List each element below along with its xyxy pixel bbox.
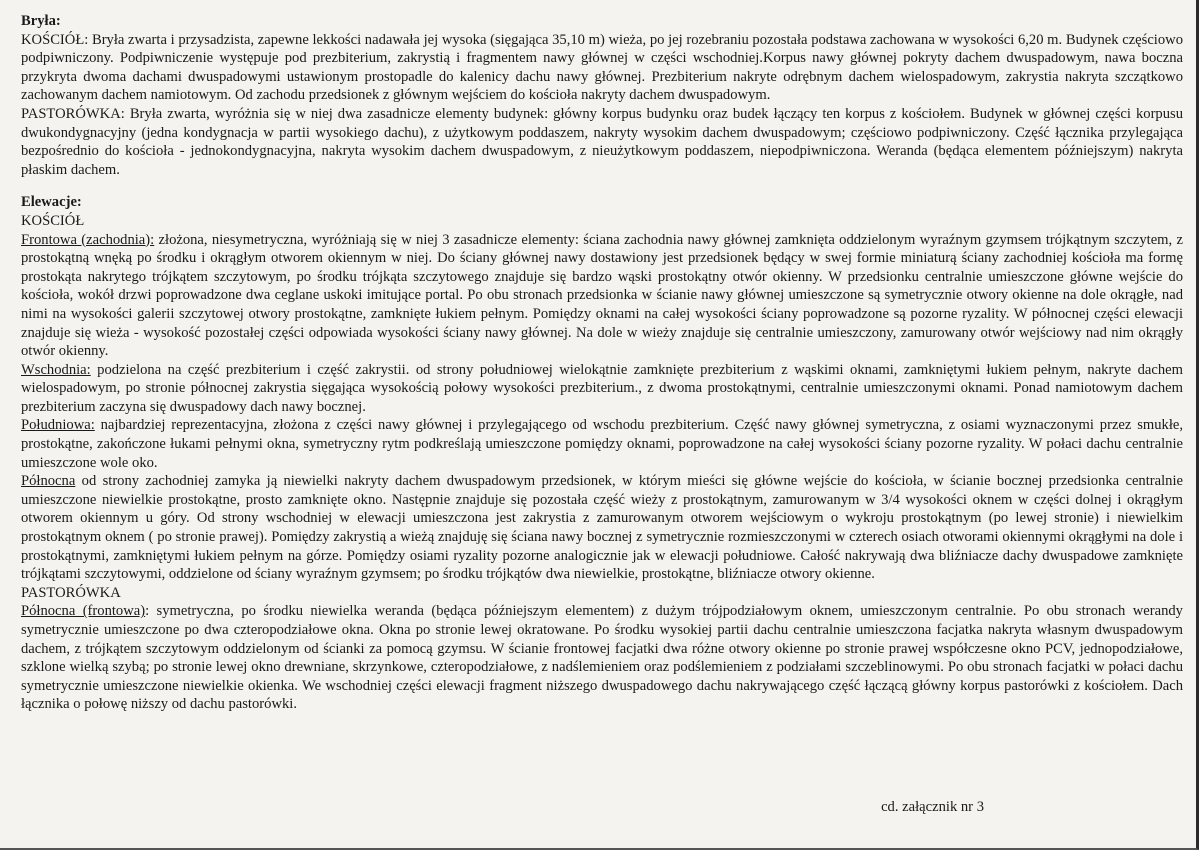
subheading-pastorowka: PASTORÓWKA (21, 584, 121, 601)
label-wschodnia: Wschodnia: (21, 361, 91, 378)
document-body (21, 12, 1183, 714)
section-spacer (21, 179, 1183, 193)
paragraph-bryla-kosciol (21, 31, 1183, 105)
label-poludniowa: Południowa: (21, 417, 95, 434)
section-heading-elewacje: Elewacje: (21, 194, 82, 211)
paragraph-bryla-pastorowka (21, 105, 1183, 179)
footer-note: cd. załącznik nr 3 (881, 799, 984, 815)
text-kosciol: Bryła zwarta i przysadzista, zapewne lekkości nadawała jej wysoka (sięgająca 35,10 m) wieża, po jej rozebraniu pozostała podstawa zachowana w wysokości 6,20 m. Budynek częściowo podpiwniczony. Podpiwniczenie występuje pod prezbiterium, zakrystią i fragmentem nawy głównej w części wschodniej.Korpus nawy głównej pokryty dachem dwuspadowym, nawa boczna przykryta dwoma dachami dwuspadowymi ustawionym prostopadle do kalenicy dachu nawy głównej. Prezbiterium nakryte odrębnym dachem wielospadowym, zakrystia nakryta szczątkowo zachowanym dachem namiotowym. Od zachodu przedsionek z głównym wejściem do kościoła nakryty dachem dwuspadowym. (21, 31, 1183, 104)
paragraph-wschodnia (21, 361, 1183, 417)
paragraph-pastorowka-polnocna (21, 602, 1183, 714)
text-pastorowka: Bryła zwarta, wyróżnia się w niej dwa zasadnicze elementy budynek: główny korpus budynku oraz budek łączący ten korpus z kościołem. Budynek w głównej części korpusu dwukondygnacyjny (jedna kondygnacja w partii wysokiego dachu), z użytkowym poddaszem, nakryty wysokim dachem dwuspadowym; częściowo podpiwniczony. Część łącznika przylegająca bezpośrednio do kościoła - jednokondygnacyjna, nakryta wysokim dachem dwuspadowym, z nieużytkowym poddaszem, niepodpiwniczona. Weranda (będąca elementem późniejszym) nakryta płaskim dachem. (21, 105, 1183, 178)
paragraph-frontowa (21, 231, 1183, 361)
label-pastorowka: PASTORÓWKA: (21, 105, 125, 122)
text-pastorowka-polnocna: : symetryczna, po środku niewielka weranda (będąca późniejszym elementem) z dużym trójpodziałowym oknem, umieszczonym centralnie. Po obu stronach werandy symetrycznie umieszczone po dwa czteropodziałowe okna. Okna po stronie lewej okratowane. Po środku wysokiej partii dachu centralnie umieszczona facjatka nakryta własnym dwuspadowym dachem, z trójkątem szczytowym oddzielonym od ścianki za pomocą gzymsu. W ścianie frontowej facjatki dwa różne otwory okienne po stronie prawej współczesne okno PCV, jednopodziałowe, szklone wielką szybą; po stronie lewej okno drewniane, skrzynkowe, czteropodziałowe, z nadślemieniem oraz podślemieniem z podziałami szczeblinowymi. Po obu stronach facjatki w połaci dachu symetrycznie umieszczone niewielkie okienka. We wschodniej części elewacji fragment niższego dwuspadowego dachu nakrywającego część łączącą główny korpus pastorówki z kościołem. Dach łącznika o połowę niższy od dachu pastorówki. (21, 603, 1183, 713)
label-pastorowka-polnocna: Północna (frontowa) (21, 603, 146, 620)
label-frontowa: Frontowa (zachodnia): (21, 231, 155, 248)
text-frontowa: złożona, niesymetryczna, wyróżniają się w niej 3 zasadnicze elementy: ściana zachodnia nawy głównej zamknięta oddzielonym wyraźnym gzymsem trójkątnym szczytem, z prostokątną wnęką po środku i okrągłym otworem okiennym w niej. Do ściany głównej nawy dostawiony jest przedsionek będący w swej formie miniaturą ściany zachodniej kościoła ma formę prostokąta nakrytego trójkątem szczytowym, po środku trójkąta szczytowego znajduje się bardzo wąski prostokątny otwór okienny. W przedsionku centralnie umieszczone główne wejście do kościoła, wokół drzwi poprowadzone dwa ceglane uskoki imitujące portal. Po obu stronach przedsionka w ścianie nawy głównej umieszczone są symetrycznie otwory okienne na dole okrągłe, nad nimi na wysokości galerii szczytowej otwory prostokątne, zamknięte łukiem pełnym. Pomiędzy oknami na całej wysokości ściany poprowadzone są pozorne ryzality. W północnej części elewacji znajduje się wieża - wysokość pozostałej części odpowiada wysokości ściany nawy głównej. Na dole w wieży znajduje się centralnie umieszczony, zamurowany otwór wejściowy nad nim okrągły otwór okienny. (21, 231, 1183, 360)
text-wschodnia: podzielona na część prezbiterium i część zakrystii. od strony południowej wielokątnie zamknięte prezbiterium z wąskimi oknami, zamkniętymi łukiem pełnym, nakryte dachem wielospadowym, po stronie północnej zakrystia sięgająca wysokością połowy wysokości prezbiterium., z dwoma prostokątnymi, centralnie umieszczonymi oknami. Ponad namiotowym dachem prezbiterium zaczyna się dwuspadowy dach nawy bocznej. (21, 361, 1183, 415)
paragraph-poludniowa (21, 416, 1183, 472)
text-poludniowa: najbardziej reprezentacyjna, złożona z części nawy głównej i przylegającego od wschodu prezbiterium. Część nawy głównej symetryczna, z osiami wyznaczonymi przez smukłe, prostokątne, zakończone łukami pełnymi okna, symetryczny rytm podkreślają umieszczone pomiędzy oknami, poprowadzone na całej wysokości ściany pozorne ryzality. W połaci dachu centralnie umieszczone wole oko. (21, 417, 1183, 471)
paragraph-polnocna (21, 472, 1183, 584)
label-kosciol: KOŚCIÓŁ: (21, 31, 89, 48)
label-polnocna: Północna (21, 473, 76, 490)
subheading-kosciol: KOŚCIÓŁ (21, 212, 85, 229)
section-heading-bryla: Bryła: (21, 13, 61, 29)
text-polnocna: od strony zachodniej zamyka ją niewielki nakryty dachem dwuspadowym przedsionek, w którym mieści się główne wejście do kościoła, w ścianie bocznej przedsionka centralnie umieszczone niewielkie prostokątne, prosto zamknięte okno. Następnie znajduje się pozostała część wieży z prostokątnym, zamurowanym w 3/4 wysokości oknem w części dolnej i okrągłym otworem okiennym u góry. Od strony wschodniej w elewacji umieszczona jest zakrystia z zamurowanym otworem wejściowym o wykroju prostokątnym (po lewej stronie) i niewielkim prostokątnym oknem ( po stronie prawej). Pomiędzy zakrystią a wieżą znajduję się ściana nawy bocznej z symetrycznie rozmieszczonymi w czterech osiach otworami okiennymi okrągłymi na dole i prostokątnymi, zamkniętymi łukiem pełnym na górze. Pomiędzy osiami ryzality pozorne analogicznie jak w elewacji południowe. Całość nakrywają dwa bliźniacze dachy dwuspadowe zamknięte trójkątami szczytowymi, oddzielone od ściany wyraźnym gzymsem; po środku trójkątów dwa niewielkie, prostokątne, bliźniacze otwory okienne. (21, 473, 1183, 583)
